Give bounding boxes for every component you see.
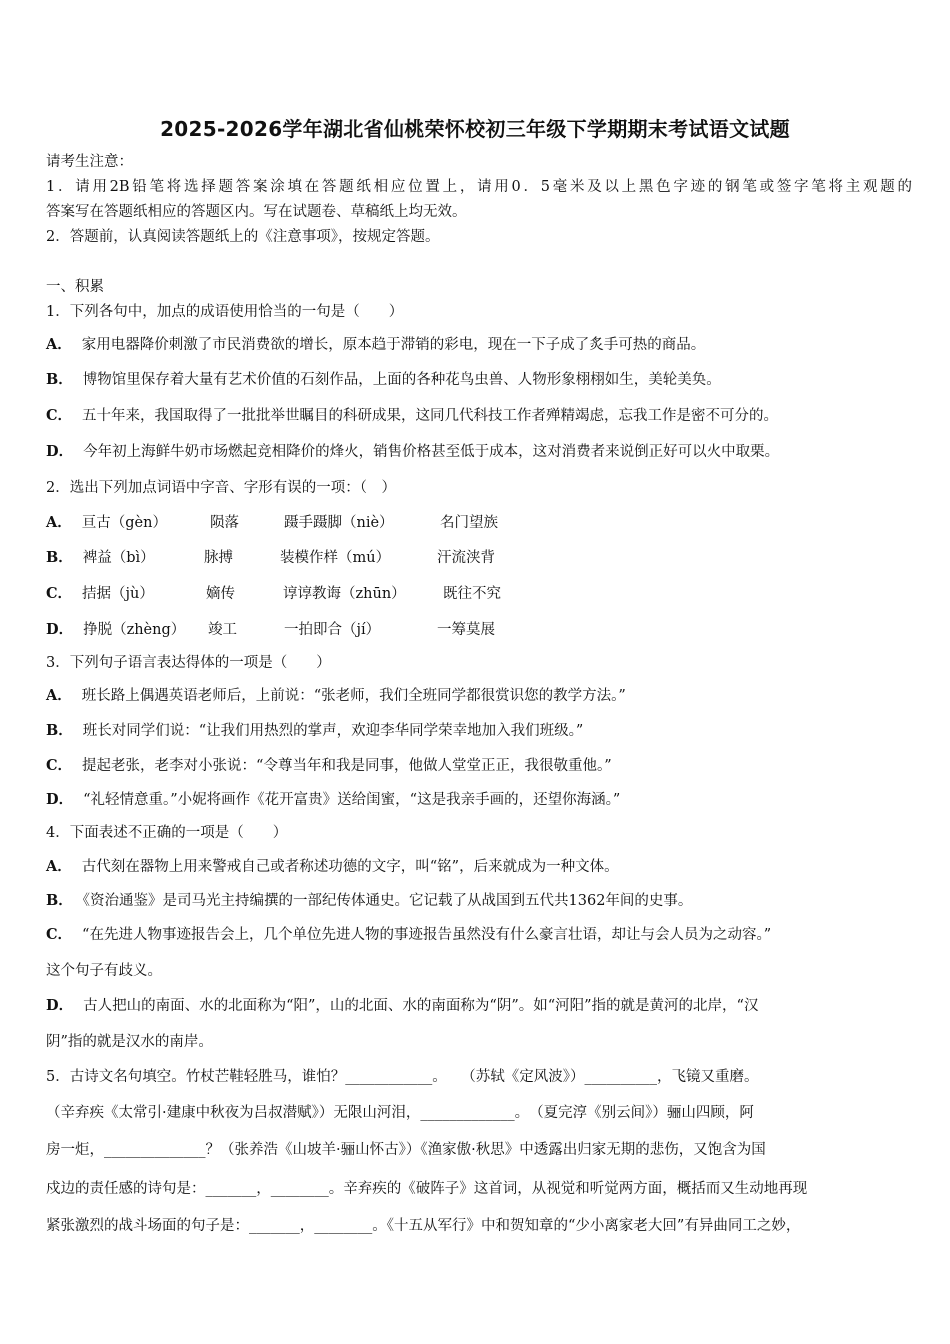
option-text: 班长对同学们说：“让我们用热烈的掌声，欢迎李华同学荣幸地加入我们班级。” (82, 723, 584, 739)
q4-stem: 4．下面表述不正确的一项是（ ） (46, 825, 288, 841)
option-text: 今年初上海鲜牛奶市场燃起竞相降价的烽火，销售价格甚至低于成本，这对消费者来说倒正好可以火中取栗。 (83, 444, 780, 460)
option-word-1: 拮据（jù） (82, 586, 154, 602)
option-label: A． (46, 687, 72, 704)
q3-stem: 3．下列句子语言表达得体的一项是（ ） (46, 655, 331, 671)
option-word-2: 嫡传 (206, 586, 235, 602)
option-word-2: 陨落 (210, 515, 239, 531)
q4-option-d (46, 996, 912, 1016)
q3-option-b (46, 721, 912, 741)
option-text: 班长路上偶遇英语老师后，上前说：“张老师，我们全班同学都很赏识您的教学方法。” (81, 688, 626, 704)
q5-line-2: （辛弃疾《太常引·建康中秋夜为吕叔潜赋》）无限山河泪，_____________。 （夏完淳《别云间》）骊山四顾，阿 (46, 1105, 754, 1121)
option-word-1: 挣脱（zhèng） (83, 622, 186, 638)
q5-line-4: 戍边的责任感的诗句是：_______，________。辛弃疾的《破阵子》这首词，从视觉和听觉两方面，概括而又生动地再现 (46, 1181, 808, 1197)
option-text: 提起老张，老李对小张说：“令尊当年和我是同事，他做人堂堂正正，我很敬重他。” (82, 758, 612, 774)
option-word-4: 汗流浃背 (437, 550, 495, 566)
option-word-3: 蹑手蹑脚（niè） (284, 515, 394, 531)
notice-line-1b: 答案写在答题纸相应的答题区内。写在试题卷、草稿纸上均无效。 (46, 204, 467, 220)
option-word-3: 谆谆教诲（zhūn） (283, 586, 406, 602)
option-word-4: 既往不究 (443, 586, 501, 602)
q5-line-1: 5．古诗文名句填空。竹杖芒鞋轻胜马，谁怕？____________。 （苏轼《定风波》）__________，飞镜又重磨。 (46, 1069, 759, 1085)
q1-option-c (46, 406, 912, 426)
option-word-4: 名门望族 (440, 515, 498, 531)
option-label: B． (46, 722, 73, 739)
q4-option-a (46, 857, 912, 877)
option-text: 五十年来，我国取得了一批批举世瞩目的科研成果，这同几代科技工作者殚精竭虑，忘我工作是密不可分的。 (82, 408, 779, 424)
q4-option-c-cont: 这个句子有歧义。 (46, 963, 162, 979)
option-text: 博物馆里保存着大量有艺术价值的石刻作品，上面的各种花鸟虫兽、人物形象栩栩如生，美轮美奂。 (82, 372, 721, 388)
option-label: A． (46, 336, 72, 353)
option-word-1: 裨益（bì） (82, 550, 155, 566)
option-word-2: 脉搏 (204, 550, 233, 566)
q4-option-b (46, 891, 912, 911)
option-text: “礼轻情意重。”小妮将画作《花开富贵》送给闺蜜，“这是我亲手画的，还望你海涵。” (83, 792, 621, 808)
option-word-2: 竣工 (208, 622, 237, 638)
option-word-1: 亘古（gèn） (81, 515, 167, 531)
option-label: D． (46, 443, 74, 460)
q3-option-a (46, 686, 912, 706)
exam-title: 2025-2026学年湖北省仙桃荣怀校初三年级下学期期末考试语文试题 (160, 117, 790, 141)
q2-stem: 2．选出下列加点词语中字音、字形有误的一项：（ ） (46, 480, 396, 496)
option-label: B． (46, 892, 73, 909)
q3-option-d (46, 790, 912, 810)
option-label: B． (46, 549, 73, 566)
option-word-3: 一拍即合（jí） (284, 622, 381, 638)
q1-stem: 1．下列各句中，加点的成语使用恰当的一句是（ ） (46, 304, 404, 320)
option-label: C． (46, 407, 73, 424)
option-word-3: 装模作样（mú） (280, 550, 391, 566)
option-word-4: 一筹莫展 (437, 622, 495, 638)
q4-option-d-cont: 阴”指的就是汉水的南岸。 (46, 1034, 213, 1050)
option-label: D． (46, 621, 74, 638)
option-label: C． (46, 585, 73, 602)
q5-line-3: 房一炬，______________？（张养浩《山坡羊·骊山怀古》）《渔家傲·秋思》中透露出归家无期的悲伤，又饱含为国 (46, 1142, 766, 1158)
option-text: 古人把山的南面、水的北面称为“阳”，山的北面、水的南面称为“阴”。如“河阳”指的就是黄河的北岸，“汉 (83, 998, 759, 1014)
notice-line-2: 2．答题前，认真阅读答题纸上的《注意事项》，按规定答题。 (46, 229, 440, 245)
section-heading: 一、积累 (46, 279, 104, 295)
option-label: A． (46, 514, 72, 531)
option-text: 家用电器降价刺激了市民消费欲的增长，原本趋于滞销的彩电，现在一下子成了炙手可热的商品。 (81, 337, 706, 353)
q4-option-c (46, 925, 912, 945)
option-label: D． (46, 791, 74, 808)
q5-line-5: 紧张激烈的战斗场面的句子是：_______，________。《十五从军行》中和贺知章的“少小离家老大回”有异曲同工之妙， (46, 1218, 801, 1234)
option-label: A． (46, 858, 72, 875)
q3-option-c (46, 756, 912, 776)
option-label: C． (46, 757, 73, 774)
q1-option-b (46, 370, 912, 390)
option-label: B． (46, 371, 73, 388)
notice-line-1a: 1．请用2B铅笔将选择题答案涂填在答题纸相应位置上，请用0．5毫米及以上黑色字迹的钢笔或签字笔将主观题的 (46, 179, 912, 195)
option-label: D． (46, 997, 74, 1014)
option-text: 古代刻在器物上用来警戒自己或者称述功德的文字，叫“铭”，后来就成为一种文体。 (81, 859, 619, 875)
q1-option-a (46, 335, 912, 355)
option-text: “在先进人物事迹报告会上，几个单位先进人物的事迹报告虽然没有什么豪言壮语，却让与会人员为之动容。” (82, 927, 772, 943)
option-text: 《资治通鉴》是司马光主持编撰的一部纪传体通史。它记载了从战国到五代共1362年间的史事。 (82, 893, 693, 909)
option-label: C． (46, 926, 73, 943)
q1-option-d (46, 442, 912, 462)
notice-heading: 请考生注意： (46, 154, 133, 170)
